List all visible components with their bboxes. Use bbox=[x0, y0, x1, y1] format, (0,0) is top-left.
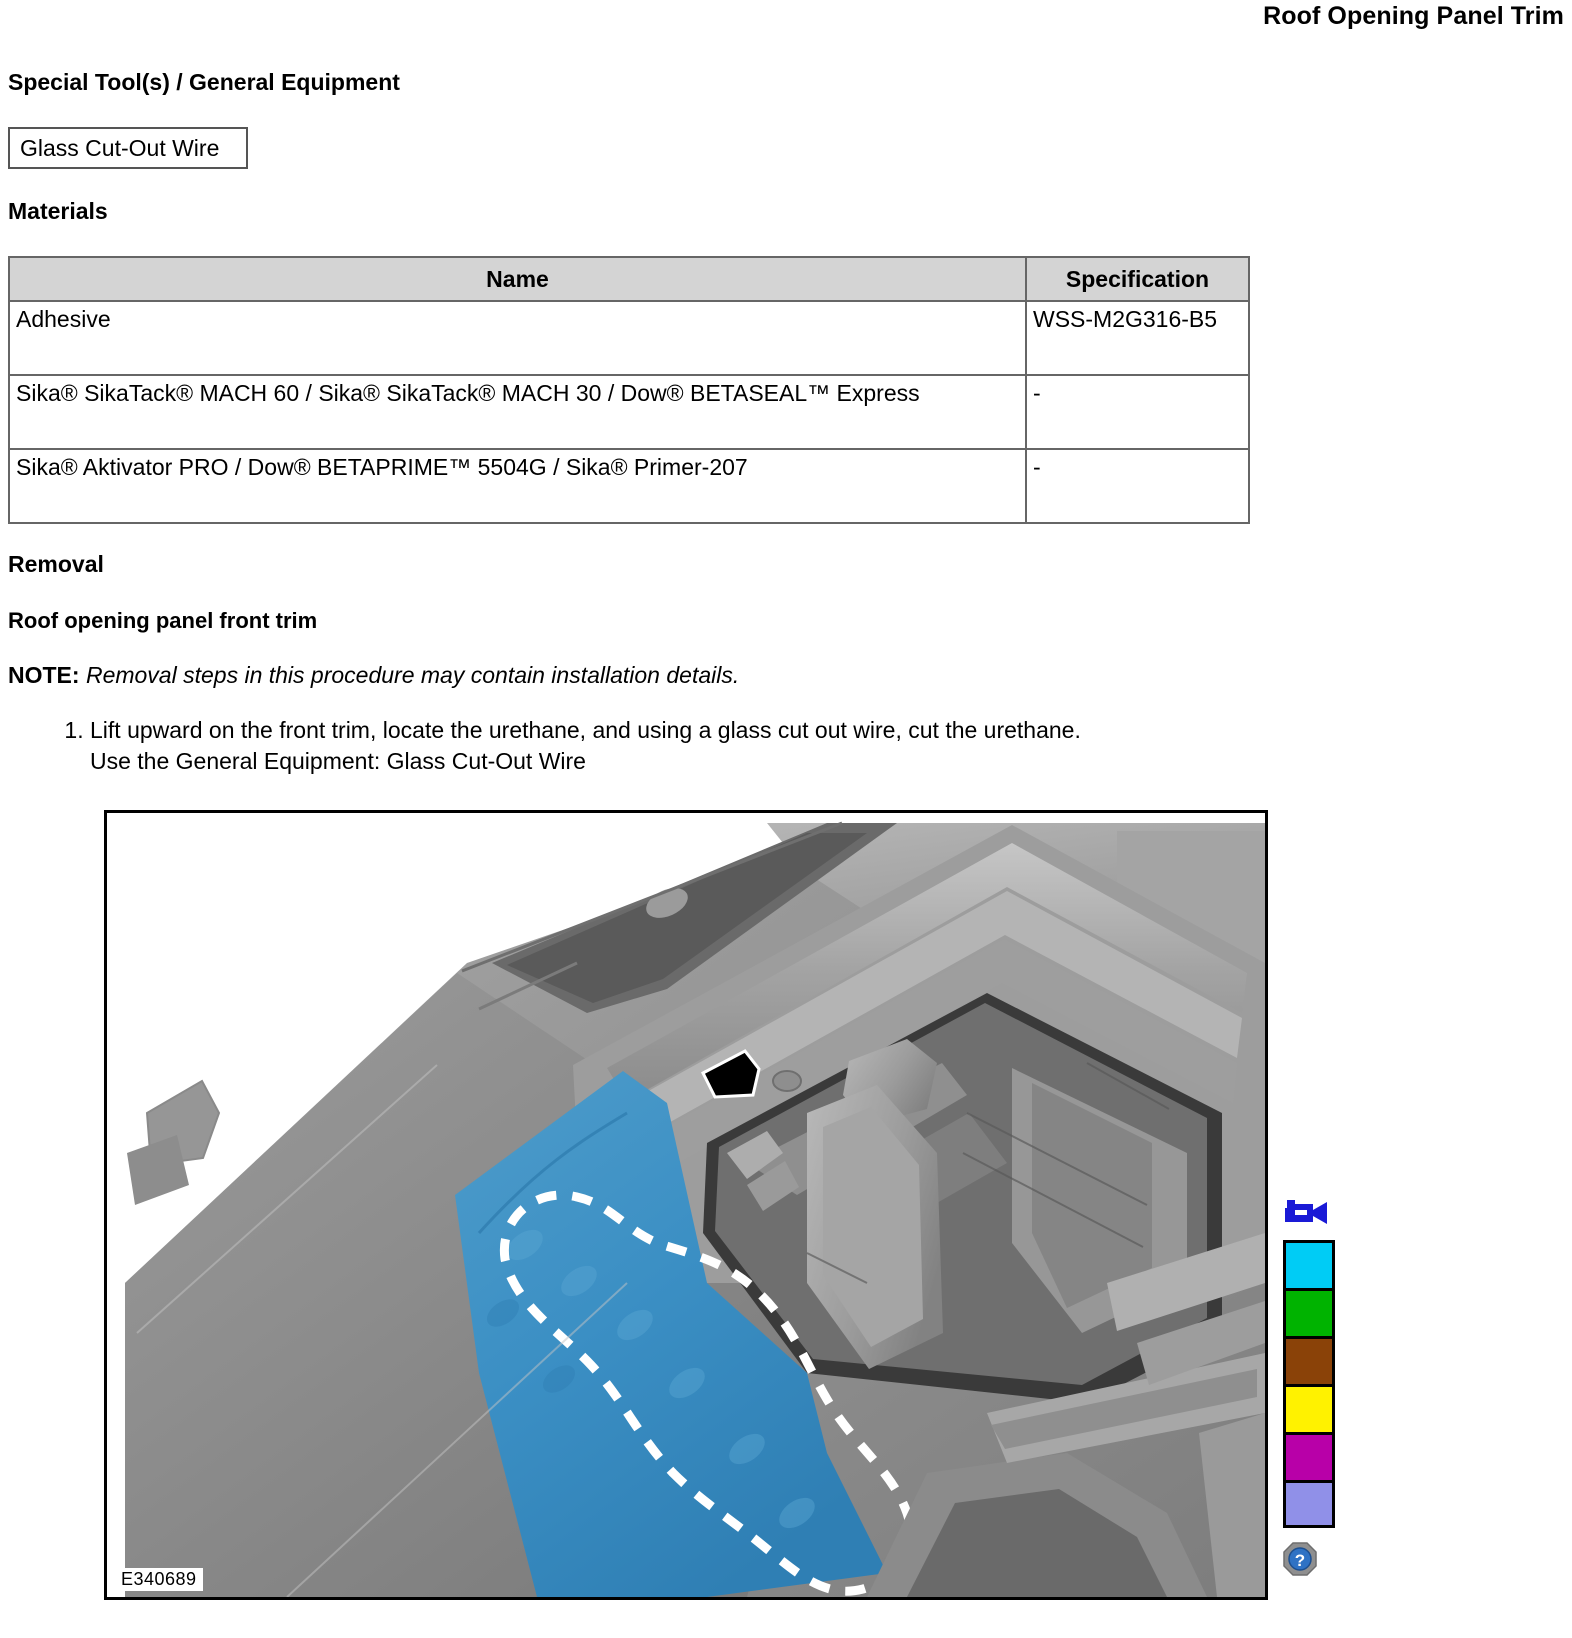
note-text: Removal steps in this procedure may contain installation details. bbox=[85, 662, 740, 688]
material-specification: - bbox=[1026, 375, 1249, 449]
roof-opening-panel-illustration bbox=[107, 813, 1265, 1597]
removal-step-list bbox=[55, 715, 1255, 776]
column-header-specification: Specification bbox=[1026, 257, 1249, 301]
materials-table bbox=[8, 256, 1250, 524]
material-specification: WSS-M2G316-B5 bbox=[1026, 301, 1249, 375]
video-camera-icon[interactable] bbox=[1283, 1196, 1329, 1230]
help-question-icon[interactable] bbox=[1283, 1542, 1317, 1576]
step-text: Lift upward on the front trim, locate the urethane, and using a glass cut out wire, cut the urethane. bbox=[90, 717, 1081, 743]
brown-swatch[interactable] bbox=[1283, 1336, 1335, 1384]
materials-heading: Materials bbox=[8, 198, 108, 224]
note-label: NOTE: bbox=[8, 662, 80, 688]
legend-rail bbox=[1283, 1196, 1339, 1576]
page-title: Roof Opening Panel Trim bbox=[1263, 2, 1564, 30]
step-equipment-note: Use the General Equipment: Glass Cut-Out Wire bbox=[90, 747, 586, 774]
figure-label: E340689 bbox=[117, 1568, 203, 1591]
yellow-swatch[interactable] bbox=[1283, 1384, 1335, 1432]
table-row bbox=[9, 301, 1249, 375]
note-block bbox=[8, 662, 739, 689]
column-header-name: Name bbox=[9, 257, 1026, 301]
green-swatch[interactable] bbox=[1283, 1288, 1335, 1336]
svg-text:?: ? bbox=[1294, 1551, 1306, 1570]
table-row bbox=[9, 375, 1249, 449]
list-item bbox=[90, 715, 1255, 776]
illustration-frame bbox=[104, 810, 1268, 1600]
table-row bbox=[9, 449, 1249, 523]
special-tool-label: Glass Cut-Out Wire bbox=[20, 134, 220, 161]
cyan-swatch[interactable] bbox=[1283, 1240, 1335, 1288]
removal-heading: Removal bbox=[8, 551, 104, 577]
illustration-canvas bbox=[107, 813, 1265, 1597]
magenta-swatch[interactable] bbox=[1283, 1432, 1335, 1480]
special-tools-heading: Special Tool(s) / General Equipment bbox=[8, 69, 400, 95]
interior-knob bbox=[773, 1071, 801, 1091]
table-header-row bbox=[9, 257, 1249, 301]
material-name: Adhesive bbox=[9, 301, 1026, 375]
periwinkle-swatch[interactable] bbox=[1283, 1480, 1335, 1528]
material-specification: - bbox=[1026, 449, 1249, 523]
removal-subheading: Roof opening panel front trim bbox=[8, 608, 318, 633]
material-name: Sika® Aktivator PRO / Dow® BETAPRIME™ 5504G / Sika® Primer-207 bbox=[9, 449, 1026, 523]
special-tool-glass-cut-out-wire[interactable] bbox=[8, 127, 248, 169]
material-name: Sika® SikaTack® MACH 60 / Sika® SikaTack® MACH 30 / Dow® BETASEAL™ Express bbox=[9, 375, 1026, 449]
